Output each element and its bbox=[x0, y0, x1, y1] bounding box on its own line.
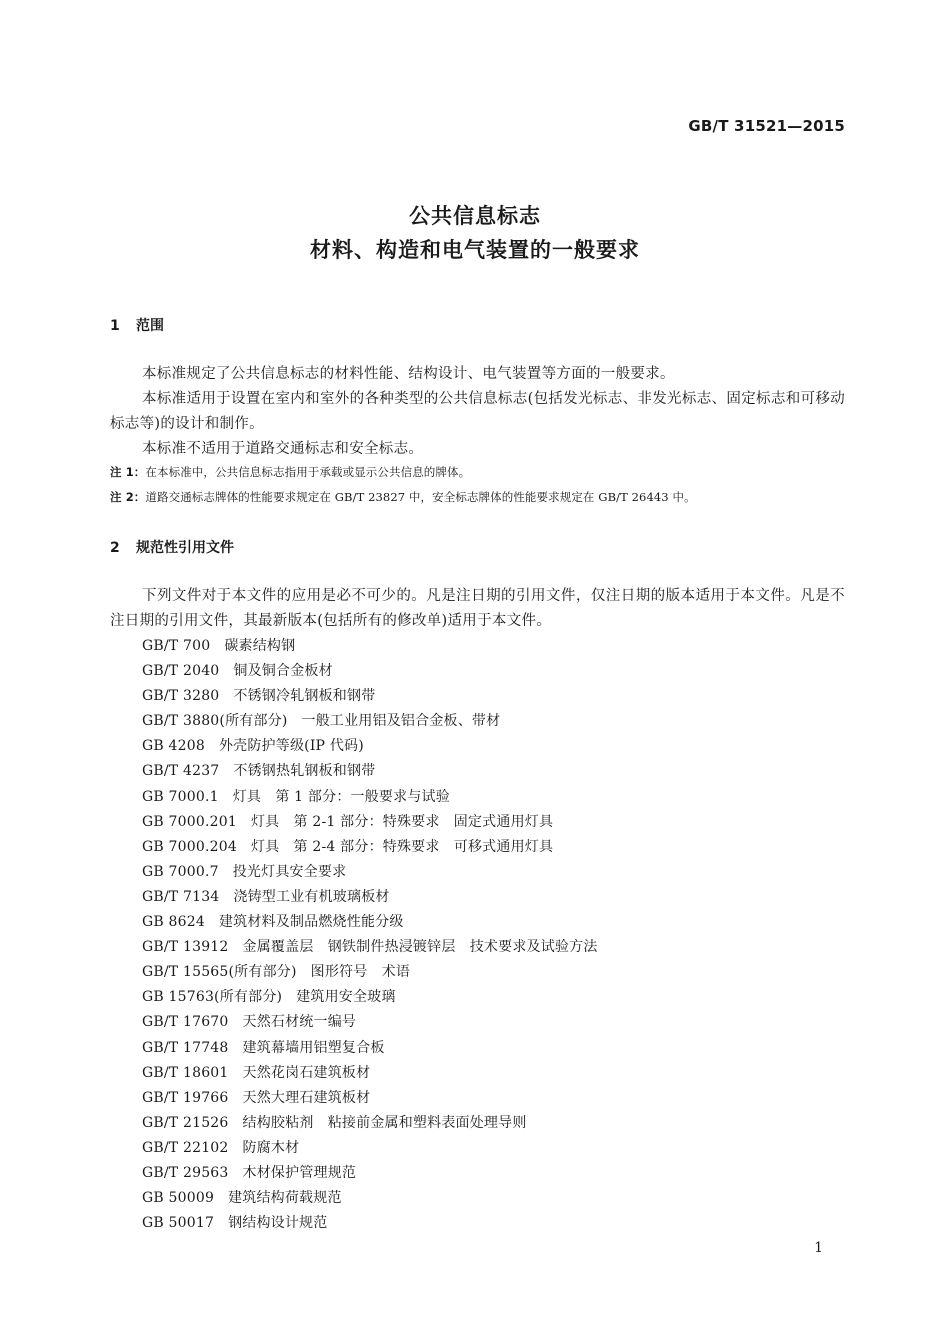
reference-item bbox=[142, 709, 598, 734]
reference-title: 天然花岗石建筑板材 bbox=[242, 1064, 371, 1081]
reference-item bbox=[142, 684, 598, 709]
section1-paragraph-2: 本标准适用于设置在室内和室外的各种类型的公共信息标志(包括发光标志、非发光标志、固定标志和可移动标志等)的设计和制作。 bbox=[110, 391, 845, 432]
reference-title: 建筑用安全玻璃 bbox=[296, 989, 396, 1006]
note-2-label: 注 2： bbox=[110, 490, 146, 504]
page-number: 1 bbox=[814, 1240, 823, 1256]
reference-code: GB/T 2040 bbox=[142, 663, 220, 680]
reference-code: GB/T 18601 bbox=[142, 1064, 229, 1081]
reference-item bbox=[142, 935, 598, 960]
section1-note-2 bbox=[110, 488, 845, 506]
reference-code: GB 7000.201 bbox=[142, 813, 237, 830]
reference-item bbox=[142, 1111, 598, 1136]
reference-item bbox=[142, 860, 598, 885]
reference-title: 建筑幕墙用铝塑复合板 bbox=[242, 1039, 385, 1056]
reference-title: 木材保护管理规范 bbox=[242, 1164, 357, 1181]
reference-item bbox=[142, 960, 598, 985]
reference-title: 天然大理石建筑板材 bbox=[242, 1089, 371, 1106]
reference-code: GB 7000.7 bbox=[142, 863, 219, 880]
reference-title: 图形符号 术语 bbox=[310, 964, 411, 981]
reference-code: GB 4208 bbox=[142, 738, 205, 755]
reference-title: 浇铸型工业有机玻璃板材 bbox=[233, 888, 390, 905]
reference-code: GB/T 17748 bbox=[142, 1039, 229, 1056]
reference-item bbox=[142, 885, 598, 910]
reference-item bbox=[142, 985, 598, 1010]
reference-title: 外壳防护等级(IP 代码) bbox=[218, 738, 364, 755]
section2-number: 2 bbox=[110, 540, 120, 556]
reference-item bbox=[142, 1061, 598, 1086]
reference-item bbox=[142, 1211, 598, 1236]
reference-item bbox=[142, 1136, 598, 1161]
reference-item bbox=[142, 1010, 598, 1035]
reference-code: GB/T 21526 bbox=[142, 1114, 229, 1131]
reference-code: GB/T 3880(所有部分) bbox=[142, 713, 288, 730]
reference-title: 不锈钢热轧钢板和钢带 bbox=[233, 763, 376, 780]
reference-item bbox=[142, 1036, 598, 1061]
section2-heading bbox=[110, 537, 234, 557]
reference-title: 建筑结构荷载规范 bbox=[228, 1190, 342, 1207]
section2-intro: 下列文件对于本文件的应用是必不可少的。凡是注日期的引用文件，仅注日期的版本适用于本文件。凡是不注日期的引用文件，其最新版本(包括所有的修改单)适用于本文件。 bbox=[110, 588, 845, 629]
standard-code: GB/T 31521—2015 bbox=[688, 117, 845, 135]
reference-code: GB/T 15565(所有部分) bbox=[142, 964, 297, 981]
reference-item bbox=[142, 785, 598, 810]
reference-code: GB 7000.204 bbox=[142, 838, 237, 855]
reference-code: GB/T 7134 bbox=[142, 888, 220, 905]
reference-code: GB/T 22102 bbox=[142, 1139, 229, 1156]
reference-code: GB/T 700 bbox=[142, 638, 211, 654]
reference-code: GB 8624 bbox=[142, 914, 205, 931]
reference-title: 一般工业用铝及铝合金板、带材 bbox=[301, 713, 501, 730]
reference-item bbox=[142, 734, 598, 759]
reference-title: 建筑材料及制品燃烧性能分级 bbox=[218, 914, 404, 931]
reference-title: 金属覆盖层 钢铁制件热浸镀锌层 技术要求及试验方法 bbox=[242, 939, 598, 956]
reference-item bbox=[142, 634, 598, 659]
section2-title: 规范性引用文件 bbox=[136, 540, 234, 556]
reference-code: GB/T 4237 bbox=[142, 763, 220, 780]
reference-title: 不锈钢冷轧钢板和钢带 bbox=[233, 688, 376, 705]
reference-title: 碳素结构钢 bbox=[224, 638, 296, 654]
reference-item bbox=[142, 810, 598, 835]
reference-item bbox=[142, 835, 598, 860]
document-title-line1: 公共信息标志 bbox=[409, 204, 541, 228]
reference-code: GB/T 3280 bbox=[142, 688, 220, 705]
reference-title: 铜及铜合金板材 bbox=[233, 663, 333, 680]
normative-references-list bbox=[142, 634, 598, 1236]
section1-number: 1 bbox=[110, 318, 120, 334]
reference-item bbox=[142, 1161, 598, 1186]
reference-code: GB/T 13912 bbox=[142, 939, 229, 956]
reference-title: 防腐木材 bbox=[242, 1139, 300, 1156]
section1-paragraph-1: 本标准规定了公共信息标志的材料性能、结构设计、电气装置等方面的一般要求。 bbox=[142, 366, 675, 382]
reference-code: GB 7000.1 bbox=[142, 788, 219, 805]
document-title-line2: 材料、构造和电气装置的一般要求 bbox=[310, 238, 640, 262]
reference-title: 天然石材统一编号 bbox=[242, 1014, 357, 1031]
section1-heading bbox=[110, 315, 164, 335]
note-1-label: 注 1： bbox=[110, 465, 146, 479]
reference-title: 灯具 第 2-1 部分：特殊要求 固定式通用灯具 bbox=[250, 813, 554, 830]
reference-title: 投光灯具安全要求 bbox=[232, 863, 347, 880]
section1-title: 范围 bbox=[136, 318, 164, 334]
reference-title: 灯具 第 2-4 部分：特殊要求 可移式通用灯具 bbox=[250, 838, 554, 855]
reference-item bbox=[142, 1186, 598, 1211]
section1-paragraph-3: 本标准不适用于道路交通标志和安全标志。 bbox=[142, 441, 424, 457]
section1-note-1 bbox=[110, 463, 845, 481]
reference-code: GB/T 17670 bbox=[142, 1014, 229, 1031]
reference-title: 结构胶粘剂 粘接前金属和塑料表面处理导则 bbox=[242, 1114, 527, 1131]
reference-code: GB 50017 bbox=[142, 1215, 215, 1232]
reference-item bbox=[142, 1086, 598, 1111]
note-1-text: 在本标准中，公共信息标志指用于承载或显示公共信息的牌体。 bbox=[145, 465, 471, 479]
reference-item bbox=[142, 910, 598, 935]
reference-title: 灯具 第 1 部分：一般要求与试验 bbox=[232, 788, 450, 805]
reference-code: GB/T 19766 bbox=[142, 1089, 229, 1106]
reference-item bbox=[142, 759, 598, 784]
reference-code: GB/T 29563 bbox=[142, 1164, 229, 1181]
reference-title: 钢结构设计规范 bbox=[228, 1215, 328, 1232]
reference-code: GB 50009 bbox=[142, 1190, 215, 1207]
reference-code: GB 15763(所有部分) bbox=[142, 989, 283, 1006]
note-2-text: 道路交通标志牌体的性能要求规定在 GB/T 23827 中，安全标志牌体的性能要求规定在 GB/T 26443 中。 bbox=[145, 490, 696, 504]
reference-item bbox=[142, 659, 598, 684]
